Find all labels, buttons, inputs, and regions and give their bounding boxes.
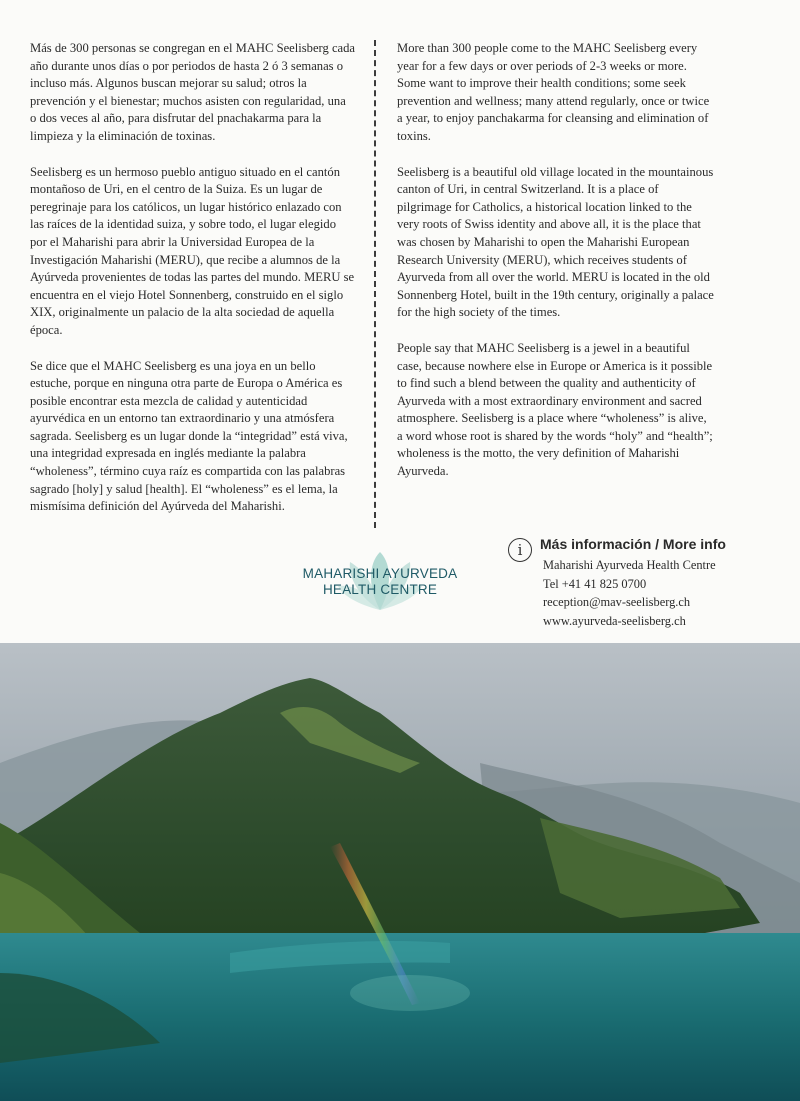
contact-details bbox=[543, 556, 716, 630]
spanish-paragraph: Más de 300 personas se congregan en el MAHC Seelisberg cada año durante unos días o por periodos de hasta 2 ó 3 semanas o incluso más. Algunos buscan mejorar su salud; otros la prevención y el bienestar; muchos asisten con regularidad, una o dos veces al año, para disfrutar del pnachakarma para la limpieza y la eliminación de toxinas. bbox=[30, 41, 356, 143]
english-paragraph: People say that MAHC Seelisberg is a jewel in a beautiful case, because nowhere else in Europe or America is it possible to find such a blend between the quality and authenticity of Ayurveda with a most extraordinary environment and sacred atmosphere. Seelisberg is a place where “wholeness” is alive, a word whose root is shared by the words “holy” and “health”; wholeness is the motto, the very definition of Maharishi Ayurveda. bbox=[397, 340, 713, 479]
english-paragraph: Seelisberg is a beautiful old village located in the mountainous canton of Uri, in central Switzerland. It is a place of pilgrimage for Catholics, a historical location linked to the very roots of Swiss identity and above all, it is the place that was chosen by Maharishi to open the Maharishi European Research University (MERU), which receives students of Ayurveda from all over the world. MERU is located in the old Sonnenberg Hotel, built in the 19th century, originally a palace for the high society of the times. bbox=[397, 164, 714, 320]
spanish-text-column bbox=[30, 40, 355, 534]
logo-line-2: HEALTH CENTRE bbox=[322, 582, 438, 597]
english-text-column bbox=[397, 40, 715, 499]
maharishi-ayurveda-logo bbox=[290, 548, 470, 618]
contact-email: reception@mav-seelisberg.ch bbox=[543, 595, 691, 609]
column-divider bbox=[374, 40, 376, 528]
logo-wordmark bbox=[290, 566, 470, 598]
mountain-lake-rainbow-image bbox=[0, 643, 800, 1101]
spanish-paragraph: Seelisberg es un hermoso pueblo antiguo situado en el cantón montañoso de Uri, en el centro de la Suiza. Es un lugar de peregrinaje para los católicos, un lugar histórico enlazado con las raíces de la identidad suiza, y sobre todo, el lugar elegido por el Maharishi para abrir la Universidad Europea de la Investigación Maharishi (MERU), que recibe a alumnos de la Ayúrveda provenientes de todas las partes del mundo. MERU se encuentra en el viejo Hotel Sonnenberg, construido en el siglo XIX, originalmente un palacio de la alta sociedad de aquella época. bbox=[30, 164, 355, 337]
contact-info-title: Más información / More info bbox=[540, 536, 726, 552]
english-paragraph: More than 300 people come to the MAHC Seelisberg every year for a few days or over periods of 2-3 weeks or more. Some want to improve their health conditions; some seek prevention and wellness; many attend regularly, once or twice a year, to enjoy panchakarma for cleansing and elimination of toxins. bbox=[397, 41, 710, 143]
spanish-paragraph: Se dice que el MAHC Seelisberg es una joya en un bello estuche, porque en ninguna otra parte de Europa o América es posible encontrar esta mezcla de calidad y autenticidad ayurvédica en un entorno tan extraordinario y una atmósfera sagrada. Seelisberg es un lugar donde la “integridad” está viva, una integridad expresada en inglés mediante la palabra “wholeness”, término cuya raíz es compartida con las palabras sagrado [holy] y salud [health]. El “wholeness” es el lema, la mismísima definición del Ayúrveda del Maharishi. bbox=[30, 358, 348, 514]
contact-organisation: Maharishi Ayurveda Health Centre bbox=[543, 558, 716, 572]
contact-phone: Tel +41 41 825 0700 bbox=[543, 576, 647, 591]
info-icon: i bbox=[508, 538, 532, 562]
logo-line-1: MAHARISHI AYURVEDA bbox=[302, 566, 458, 581]
contact-website: www.ayurveda-seelisberg.ch bbox=[543, 613, 686, 628]
